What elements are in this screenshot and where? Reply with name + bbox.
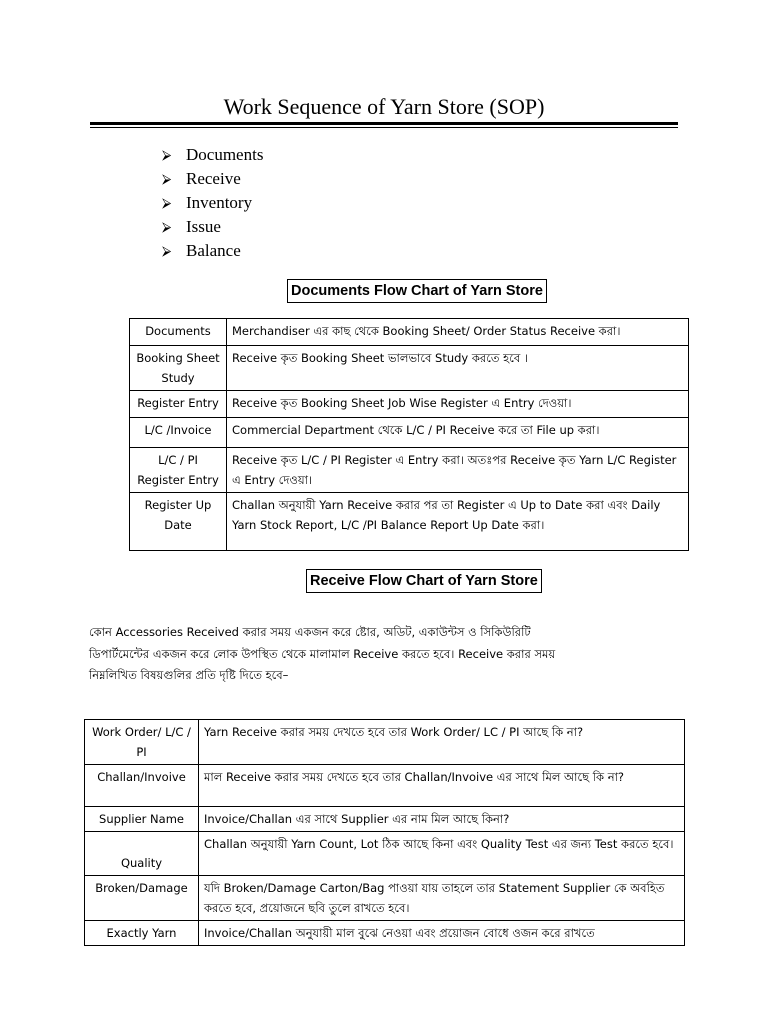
bullet-item: ⮚ Documents [162,143,263,167]
table-label-cell: Broken/Damage [85,876,199,921]
table-text-cell: যদি Broken/Damage Carton/Bag পাওয়া যায় তাহলে তার Statement Supplier কে অবহিত করতে হবে, প্রয়োজনে ছবি তুলে রাখতে হবে। [199,876,685,921]
arrow-bullet-icon: ⮚ [162,195,172,210]
receive-paragraph [89,622,687,687]
documents-table [129,318,689,551]
bullet-item: ⮚ Inventory [162,191,263,215]
arrow-bullet-icon: ⮚ [162,171,172,186]
table-label-cell: Register Entry [130,391,227,418]
documents-flow-heading: Documents Flow Chart of Yarn Store [287,279,547,303]
bullet-item: ⮚ Issue [162,215,263,239]
table-text-cell: Receive কৃত Booking Sheet ভালভাবে Study করতে হবে । [227,346,689,391]
arrow-bullet-icon: ⮚ [162,219,172,234]
table-row [130,418,689,448]
table-text-cell: Receive কৃত Booking Sheet Job Wise Register এ Entry দেওয়া। [227,391,689,418]
bullet-list [162,143,263,263]
arrow-bullet-icon: ⮚ [162,147,172,162]
table-row [85,765,685,807]
table-label-cell: Documents [130,319,227,346]
table-label-cell: Register Up Date [130,493,227,551]
table-text-cell: Invoice/Challan এর সাথে Supplier এর নাম মিল আছে কিনা? [199,807,685,832]
table-row [85,921,685,946]
paragraph-line: নিম্নলিখিত বিষয়গুলির প্রতি দৃষ্টি দিতে হবে– [89,668,289,682]
table-row [85,807,685,832]
receive-table [84,719,685,946]
receive-flow-heading: Receive Flow Chart of Yarn Store [306,569,542,593]
table-text-cell: Receive কৃত L/C / PI Register এ Entry করা। অতঃপর Receive কৃত Yarn L/C Register এ Entry দেওয়া। [227,448,689,493]
table-label-cell: L/C / PI Register Entry [130,448,227,493]
paragraph-line: ডিপার্টমেন্টের একজন করে লোক উপস্থিত থেকে মালামাল Receive করতে হবে। Receive করার সময় [89,646,556,661]
table-label-cell: Quality [85,832,199,876]
title-rule-thick [90,122,678,125]
table-label-cell: Work Order/ L/C / PI [85,720,199,765]
table-row [85,876,685,921]
table-label-cell: L/C /Invoice [130,418,227,448]
arrow-bullet-icon: ⮚ [162,243,172,258]
table-label-cell: Booking Sheet Study [130,346,227,391]
table-text-cell: Challan অনুযায়ী Yarn Receive করার পর তা Register এ Up to Date করা এবং Daily Yarn Stock Report, L/C /PI Balance Report Up Date করা। [227,493,689,551]
title-rule-thin [90,127,678,128]
table-row [130,448,689,493]
table-text-cell: মাল Receive করার সময় দেখতে হবে তার Challan/Invoive এর সাথে মিল আছে কি না? [199,765,685,807]
table-text-cell: Commercial Department থেকে L/C / PI Receive করে তা File up করা। [227,418,689,448]
table-text-cell: Challan অনুযায়ী Yarn Count, Lot ঠিক আছে কিনা এবং Quality Test এর জন্য Test করতে হবে। [199,832,685,876]
bullet-item: ⮚ Balance [162,239,263,263]
table-label-cell: Exactly Yarn [85,921,199,946]
table-row [130,346,689,391]
table-label-cell: Supplier Name [85,807,199,832]
table-row [130,319,689,346]
table-text-cell: Invoice/Challan অনুযায়ী মাল বুঝে নেওয়া এবং প্রয়োজন বোধে ওজন করে রাখতে [199,921,685,946]
table-row [130,493,689,551]
table-label-cell: Challan/Invoive [85,765,199,807]
paragraph-line: কোন Accessories Received করার সময় একজন করে ষ্টোর, অডিট, একাউন্টস ও সিকিউরিটি [89,625,531,639]
table-row [85,720,685,765]
table-text-cell: Yarn Receive করার সময় দেখতে হবে তার Work Order/ LC / PI আছে কি না? [199,720,685,765]
bullet-item: ⮚ Receive [162,167,263,191]
page-title: Work Sequence of Yarn Store (SOP) [223,94,545,119]
table-row [85,832,685,876]
table-row [130,391,689,418]
table-text-cell: Merchandiser এর কাছ থেকে Booking Sheet/ Order Status Receive করা। [227,319,689,346]
